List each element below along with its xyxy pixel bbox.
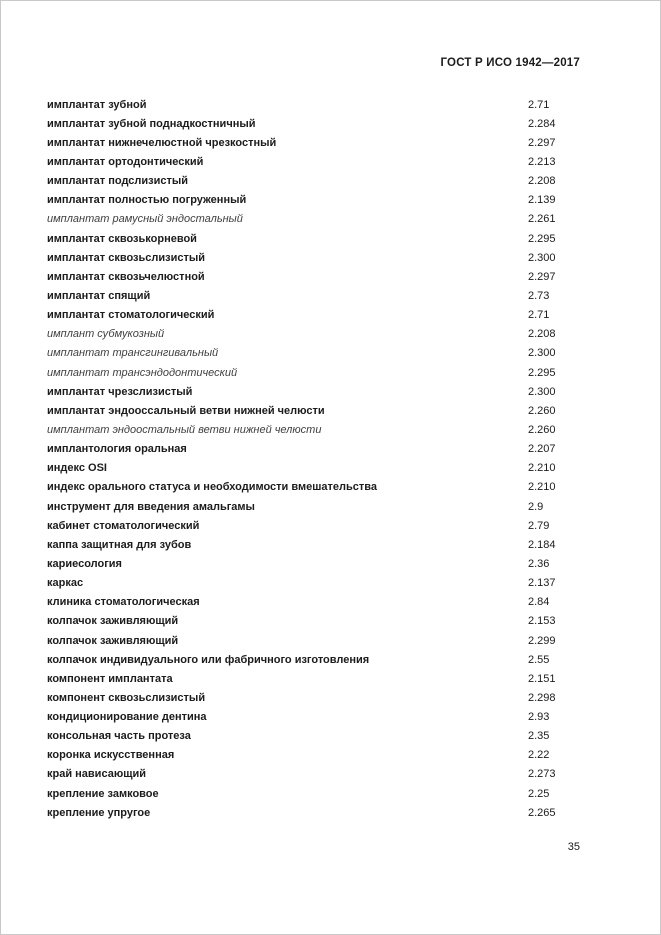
entry-ref: 2.295	[528, 232, 556, 245]
index-entry	[47, 727, 592, 746]
entry-term: кабинет стоматологический	[47, 519, 200, 532]
entry-term: индекс орального статуса и необходимости вмешательства	[47, 481, 377, 494]
entry-ref: 2.139	[528, 194, 556, 207]
entry-ref: 2.213	[528, 155, 556, 168]
entry-term: имплантат подслизистый	[47, 175, 189, 188]
index-entry	[47, 516, 592, 535]
entry-term: край нависающий	[47, 768, 147, 781]
entry-ref: 2.284	[528, 117, 556, 130]
index-entry	[47, 133, 592, 152]
entry-term: имплантат ортодонтический	[47, 155, 204, 168]
index-entry	[47, 325, 592, 344]
entry-ref: 2.260	[528, 404, 556, 417]
entry-term: компонент сквозьслизистый	[47, 691, 206, 704]
entry-ref: 2.210	[528, 462, 556, 475]
entry-term: имплантат стоматологический	[47, 309, 215, 322]
index-entry	[47, 248, 592, 267]
entry-term: крепление замковое	[47, 787, 159, 800]
entry-ref: 2.210	[528, 481, 556, 494]
entry-ref: 2.184	[528, 538, 556, 551]
entry-ref: 2.300	[528, 347, 556, 360]
entry-ref: 2.25	[528, 787, 550, 800]
index-entry	[47, 152, 592, 171]
index-entry	[47, 229, 592, 248]
entry-ref: 2.300	[528, 385, 556, 398]
entry-ref: 2.55	[528, 653, 550, 666]
entry-term: имплантат зубной	[47, 98, 147, 111]
entry-ref: 2.299	[528, 634, 556, 647]
index-entry	[47, 191, 592, 210]
entry-ref: 2.36	[528, 557, 550, 570]
index-entry	[47, 210, 592, 229]
entry-term: имплант субмукозный	[47, 328, 165, 341]
entry-ref: 2.35	[528, 730, 550, 743]
entry-ref: 2.9	[528, 500, 544, 513]
index-entry	[47, 286, 592, 305]
document-header-title: ГОСТ Р ИСО 1942—2017	[440, 57, 580, 69]
entry-term: кондиционирование дентина	[47, 711, 207, 724]
entry-term: имплантат сквозькорневой	[47, 232, 197, 245]
entry-term: имплантат трансэндодонтический	[47, 366, 238, 379]
entry-term: имплантология оральная	[47, 443, 187, 456]
index-entry	[47, 650, 592, 669]
entry-term: имплантат сквозьслизистый	[47, 251, 206, 264]
index-entry	[47, 784, 592, 803]
page-number: 35	[567, 841, 580, 853]
entry-term: крепление упругое	[47, 806, 151, 819]
entry-ref: 2.295	[528, 366, 556, 379]
entry-ref: 2.273	[528, 768, 556, 781]
entry-ref: 2.261	[528, 213, 556, 226]
entry-term: имплантат сквозьчелюстной	[47, 270, 205, 283]
entry-term: имплантат трансгингивальный	[47, 347, 219, 360]
index-entry	[47, 478, 592, 497]
entry-term: кариесология	[47, 557, 122, 570]
entry-ref: 2.71	[528, 98, 550, 111]
index-entry	[47, 420, 592, 439]
index-entry	[47, 114, 592, 133]
index-entry	[47, 344, 592, 363]
entry-term: имплантат рамусный эндостальный	[47, 213, 243, 226]
entry-term: клиника стоматологическая	[47, 596, 200, 609]
index-entry	[47, 593, 592, 612]
entry-ref: 2.93	[528, 711, 550, 724]
index-entry	[47, 535, 592, 554]
index-entry	[47, 95, 592, 114]
index-entry	[47, 574, 592, 593]
entry-ref: 2.300	[528, 251, 556, 264]
entry-ref: 2.22	[528, 749, 550, 762]
entry-ref: 2.151	[528, 672, 556, 685]
entry-term: компонент имплантата	[47, 672, 173, 685]
entry-term: каппа защитная для зубов	[47, 538, 192, 551]
index-entry	[47, 382, 592, 401]
entry-ref: 2.260	[528, 423, 556, 436]
index-entry	[47, 172, 592, 191]
entry-term: консольная часть протеза	[47, 730, 191, 743]
entry-term: каркас	[47, 577, 84, 590]
index-entry	[47, 669, 592, 688]
entry-ref: 2.84	[528, 596, 550, 609]
entry-term: имплантат эндооссальный ветви нижней челюсти	[47, 404, 325, 417]
entry-term: коронка искусственная	[47, 749, 175, 762]
entry-ref: 2.73	[528, 289, 550, 302]
entry-ref: 2.153	[528, 615, 556, 628]
entry-term: имплантат чрезслизистый	[47, 385, 193, 398]
index-entry	[47, 554, 592, 573]
entry-ref: 2.207	[528, 443, 556, 456]
entry-term: инструмент для введения амальгамы	[47, 500, 255, 513]
index-entry	[47, 459, 592, 478]
entry-term: имплантат зубной поднадкостничный	[47, 117, 256, 130]
entry-term: имплантат эндоостальный ветви нижней челюсти	[47, 423, 322, 436]
entry-ref: 2.79	[528, 519, 550, 532]
index-entry	[47, 363, 592, 382]
entry-ref: 2.208	[528, 175, 556, 188]
entry-ref: 2.71	[528, 309, 550, 322]
index-entry	[47, 803, 592, 822]
index-entry	[47, 631, 592, 650]
index-entry	[47, 688, 592, 707]
entry-term: индекс OSI	[47, 462, 107, 475]
entry-term: колпачок заживляющий	[47, 634, 179, 647]
index-entry	[47, 267, 592, 286]
index-entry	[47, 612, 592, 631]
entry-ref: 2.298	[528, 691, 556, 704]
entry-term: имплантат спящий	[47, 289, 151, 302]
entry-ref: 2.297	[528, 270, 556, 283]
index-entry	[47, 306, 592, 325]
index-entry	[47, 497, 592, 516]
entry-ref: 2.297	[528, 136, 556, 149]
index-list	[47, 95, 592, 822]
entry-term: колпачок индивидуального или фабричного изготовления	[47, 653, 370, 666]
entry-ref: 2.265	[528, 806, 556, 819]
index-entry	[47, 708, 592, 727]
entry-term: имплантат нижнечелюстной чрезкостный	[47, 136, 277, 149]
entry-term: колпачок заживляющий	[47, 615, 179, 628]
index-entry	[47, 401, 592, 420]
entry-ref: 2.137	[528, 577, 556, 590]
index-entry	[47, 746, 592, 765]
index-entry	[47, 440, 592, 459]
index-entry	[47, 765, 592, 784]
entry-term: имплантат полностью погруженный	[47, 194, 247, 207]
entry-ref: 2.208	[528, 328, 556, 341]
